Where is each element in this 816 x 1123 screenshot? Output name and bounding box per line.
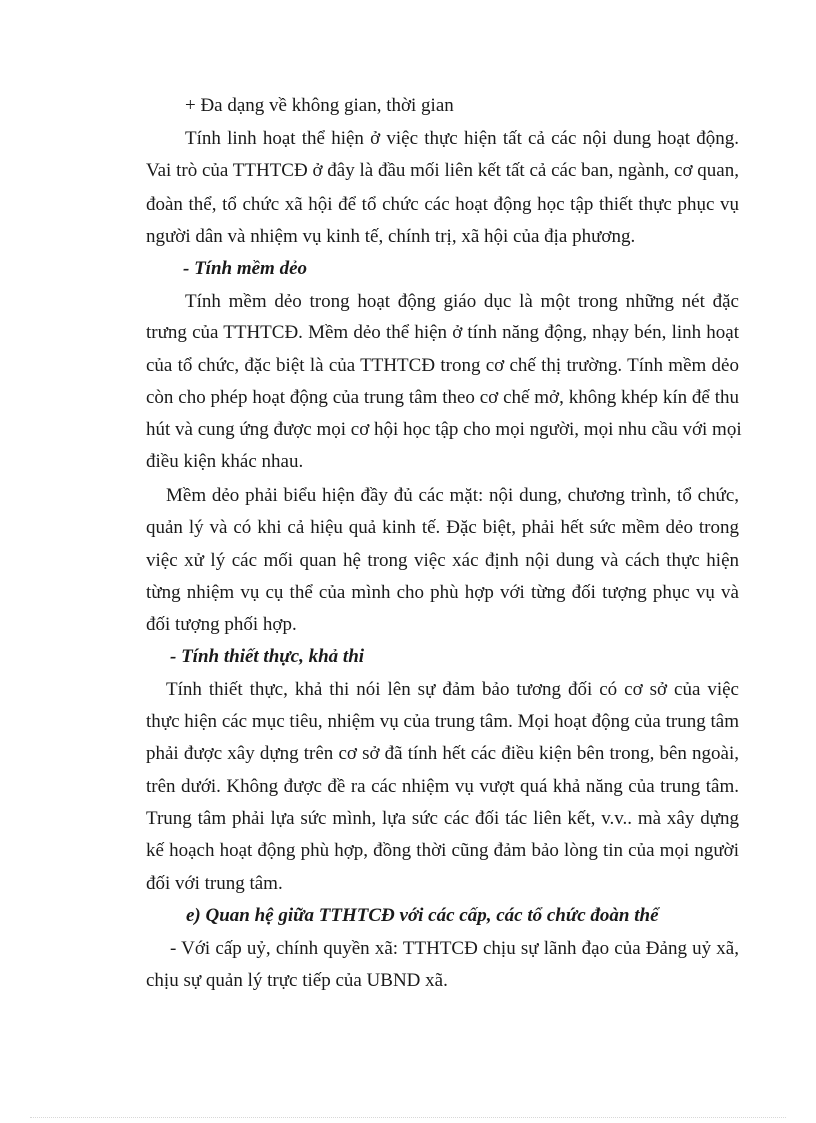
paragraph-line: trên dưới. Không được đề ra các nhiệm vụ vượt quá khả năng của trung tâm. <box>146 776 739 797</box>
page-bottom-rule <box>30 1117 786 1118</box>
paragraph-line: người dân và nhiệm vụ kinh tế, chính trị, xã hội của địa phương. <box>146 226 636 247</box>
paragraph-line: trưng của TTHTCĐ. Mềm dẻo thể hiện ở tính năng động, nhạy bén, linh hoạt <box>146 322 739 343</box>
subsection-heading: e) Quan hệ giữa TTHTCĐ với các cấp, các tổ chức đoàn thể <box>186 905 659 926</box>
paragraph-line: - Với cấp uỷ, chính quyền xã: TTHTCĐ chịu sự lãnh đạo của Đảng uỷ xã, <box>170 938 739 959</box>
section-heading: - Tính thiết thực, khả thi <box>170 646 365 667</box>
bullet-line: + Đa dạng về không gian, thời gian <box>185 95 454 116</box>
paragraph-line: đối với trung tâm. <box>146 873 283 894</box>
paragraph-line: của tổ chức, đặc biệt là của TTHTCĐ trong cơ chế thị trường. Tính mềm dẻo <box>146 355 739 376</box>
paragraph-line: đối tượng phối hợp. <box>146 614 297 635</box>
paragraph-line: kế hoạch hoạt động phù hợp, đồng thời cũng đảm bảo lòng tin của mọi người <box>146 840 739 861</box>
paragraph-line: đoàn thể, tổ chức xã hội để tổ chức các hoạt động học tập thiết thực phục vụ <box>146 194 739 215</box>
paragraph-line: Mềm dẻo phải biểu hiện đầy đủ các mặt: nội dung, chương trình, tổ chức, <box>166 485 739 506</box>
paragraph-line: Tính thiết thực, khả thi nói lên sự đảm bảo tương đối có cơ sở của việc <box>166 679 739 700</box>
paragraph-line: Tính mềm dẻo trong hoạt động giáo dục là một trong những nét đặc <box>185 291 739 312</box>
paragraph-line: Trung tâm phải lựa sức mình, lựa sức các đối tác liên kết, v.v.. mà xây dựng <box>146 808 739 829</box>
paragraph-line: hút và cung ứng được mọi cơ hội học tập cho mọi người, mọi nhu cầu với mọi <box>146 419 742 440</box>
paragraph-line: điều kiện khác nhau. <box>146 451 304 472</box>
paragraph-line: từng nhiệm vụ cụ thể của mình cho phù hợp với từng đối tượng phục vụ và <box>146 582 739 603</box>
paragraph-line: việc xử lý các mối quan hệ trong việc xác định nội dung và cách thực hiện <box>146 550 739 571</box>
paragraph-line: thực hiện các mục tiêu, nhiệm vụ của trung tâm. Mọi hoạt động của trung tâm <box>146 711 739 732</box>
paragraph-line: phải được xây dựng trên cơ sở đã tính hết các điều kiện bên trong, bên ngoài, <box>146 743 739 764</box>
paragraph-line: chịu sự quản lý trực tiếp của UBND xã. <box>146 970 448 991</box>
paragraph-line: còn cho phép hoạt động của trung tâm theo cơ chế mở, không khép kín để thu <box>146 387 739 408</box>
paragraph-line: Tính linh hoạt thể hiện ở việc thực hiện tất cả các nội dung hoạt động. <box>185 128 739 149</box>
paragraph-line: quản lý và có khi cả hiệu quả kinh tế. Đặc biệt, phải hết sức mềm dẻo trong <box>146 517 739 538</box>
section-heading: - Tính mềm dẻo <box>183 258 308 279</box>
paragraph-line: Vai trò của TTHTCĐ ở đây là đầu mối liên kết tất cả các ban, ngành, cơ quan, <box>146 160 739 181</box>
